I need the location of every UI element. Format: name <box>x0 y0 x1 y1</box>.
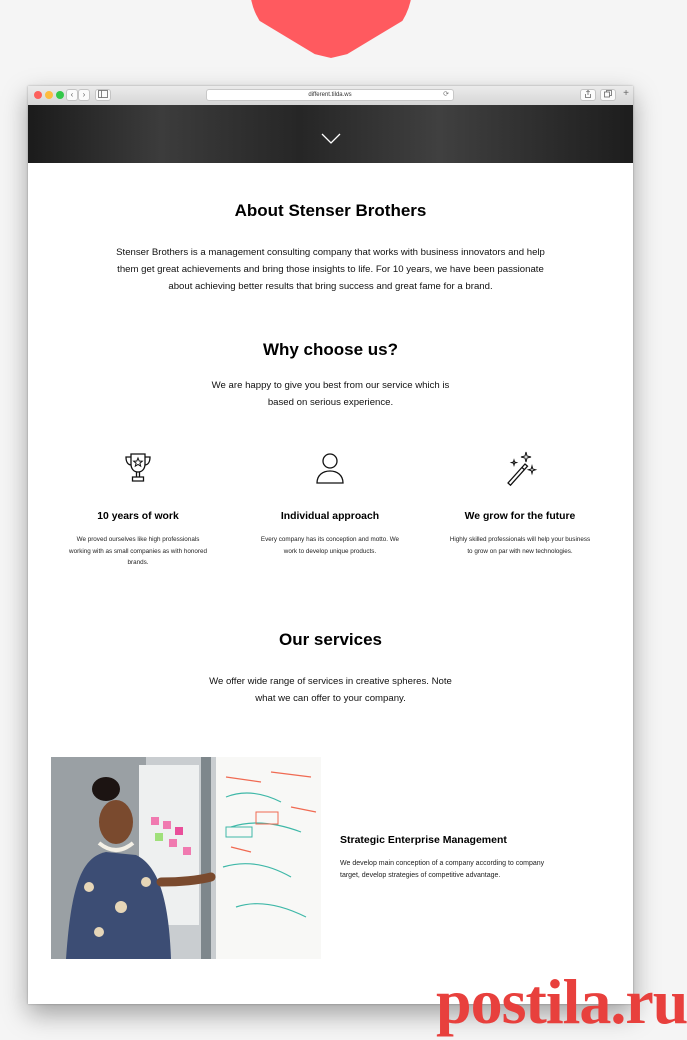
chevron-down-icon[interactable] <box>321 133 341 144</box>
browser-titlebar <box>28 86 633 106</box>
about-title: About Stenser Brothers <box>234 201 427 220</box>
about-text-line: Stenser Brothers is a management consulting company that works with business innovators and help <box>116 247 545 258</box>
why-title: Why choose us? <box>262 340 399 359</box>
why-text-line: based on serious experience. <box>267 397 394 408</box>
service-title: Strategic Enterprise Management <box>340 834 507 846</box>
watermark-logo: postila.ru <box>436 966 687 1037</box>
sidebar-icon <box>98 90 108 98</box>
feature-text-line: Every company has its conception and motto. We <box>260 536 400 543</box>
feature-text-line: Highly skilled professionals will help your business <box>449 536 591 543</box>
feature-years <box>53 451 223 569</box>
close-window-button[interactable] <box>34 91 42 99</box>
minimize-window-button[interactable] <box>45 91 53 99</box>
services-text <box>168 673 493 707</box>
reload-icon[interactable]: ⟳ <box>443 91 449 98</box>
magic-wand-icon <box>504 451 536 487</box>
new-tab-button[interactable]: + <box>623 88 629 99</box>
services-title: Our services <box>278 630 382 649</box>
feature-text-line: to grow on par with new technologies. <box>467 547 573 555</box>
service-text-line: target, develop strategies of competitive advantage. <box>340 872 501 879</box>
address-bar[interactable] <box>206 89 454 101</box>
feature-title: We grow for the future <box>464 511 576 522</box>
url-text: different.tilda.ws <box>308 92 352 98</box>
trophy-icon <box>123 451 153 485</box>
user-icon <box>315 451 345 485</box>
feature-text-line: working with as small companies as with honored <box>69 547 207 555</box>
feature-text <box>435 534 605 557</box>
about-text-line: them get great achievements and bring those insights to life. For 10 years, we have been passionate <box>117 264 544 275</box>
hero-banner <box>28 105 633 163</box>
feature-text-line: We proved ourselves like high professionals <box>76 536 200 543</box>
feature-title: Individual approach <box>280 511 380 522</box>
feature-text <box>245 534 415 557</box>
service-photo <box>51 757 321 959</box>
why-text-line: We are happy to give you best from our service which is <box>211 380 450 391</box>
tabs-button[interactable] <box>600 89 616 101</box>
service-text-line: We develop main conception of a company according to company <box>340 860 545 867</box>
back-button[interactable]: ‹ <box>66 89 78 101</box>
about-text-line: about achieving better results that bring success and great fame for a brand. <box>168 281 493 292</box>
tabs-icon <box>604 90 612 98</box>
service-text <box>340 858 580 882</box>
maximize-window-button[interactable] <box>56 91 64 99</box>
forward-button[interactable]: › <box>78 89 90 101</box>
feature-text <box>53 534 223 569</box>
browser-window <box>28 86 633 1004</box>
feature-future <box>435 451 605 557</box>
feature-individual <box>245 451 415 557</box>
sidebar-toggle-button[interactable] <box>95 89 111 101</box>
services-text-line: what we can offer to your company. <box>255 693 406 704</box>
feature-text-line: brands. <box>127 559 149 566</box>
share-icon <box>584 90 592 98</box>
why-text <box>168 377 493 411</box>
feature-text-line: work to develop unique products. <box>283 547 377 555</box>
feature-title: 10 years of work <box>97 511 179 522</box>
office-photo-illustration <box>51 757 321 959</box>
services-text-line: We offer wide range of services in creative spheres. Note <box>209 676 452 687</box>
heart-decoration <box>250 0 412 58</box>
about-text <box>68 244 593 295</box>
share-button[interactable] <box>580 89 596 101</box>
